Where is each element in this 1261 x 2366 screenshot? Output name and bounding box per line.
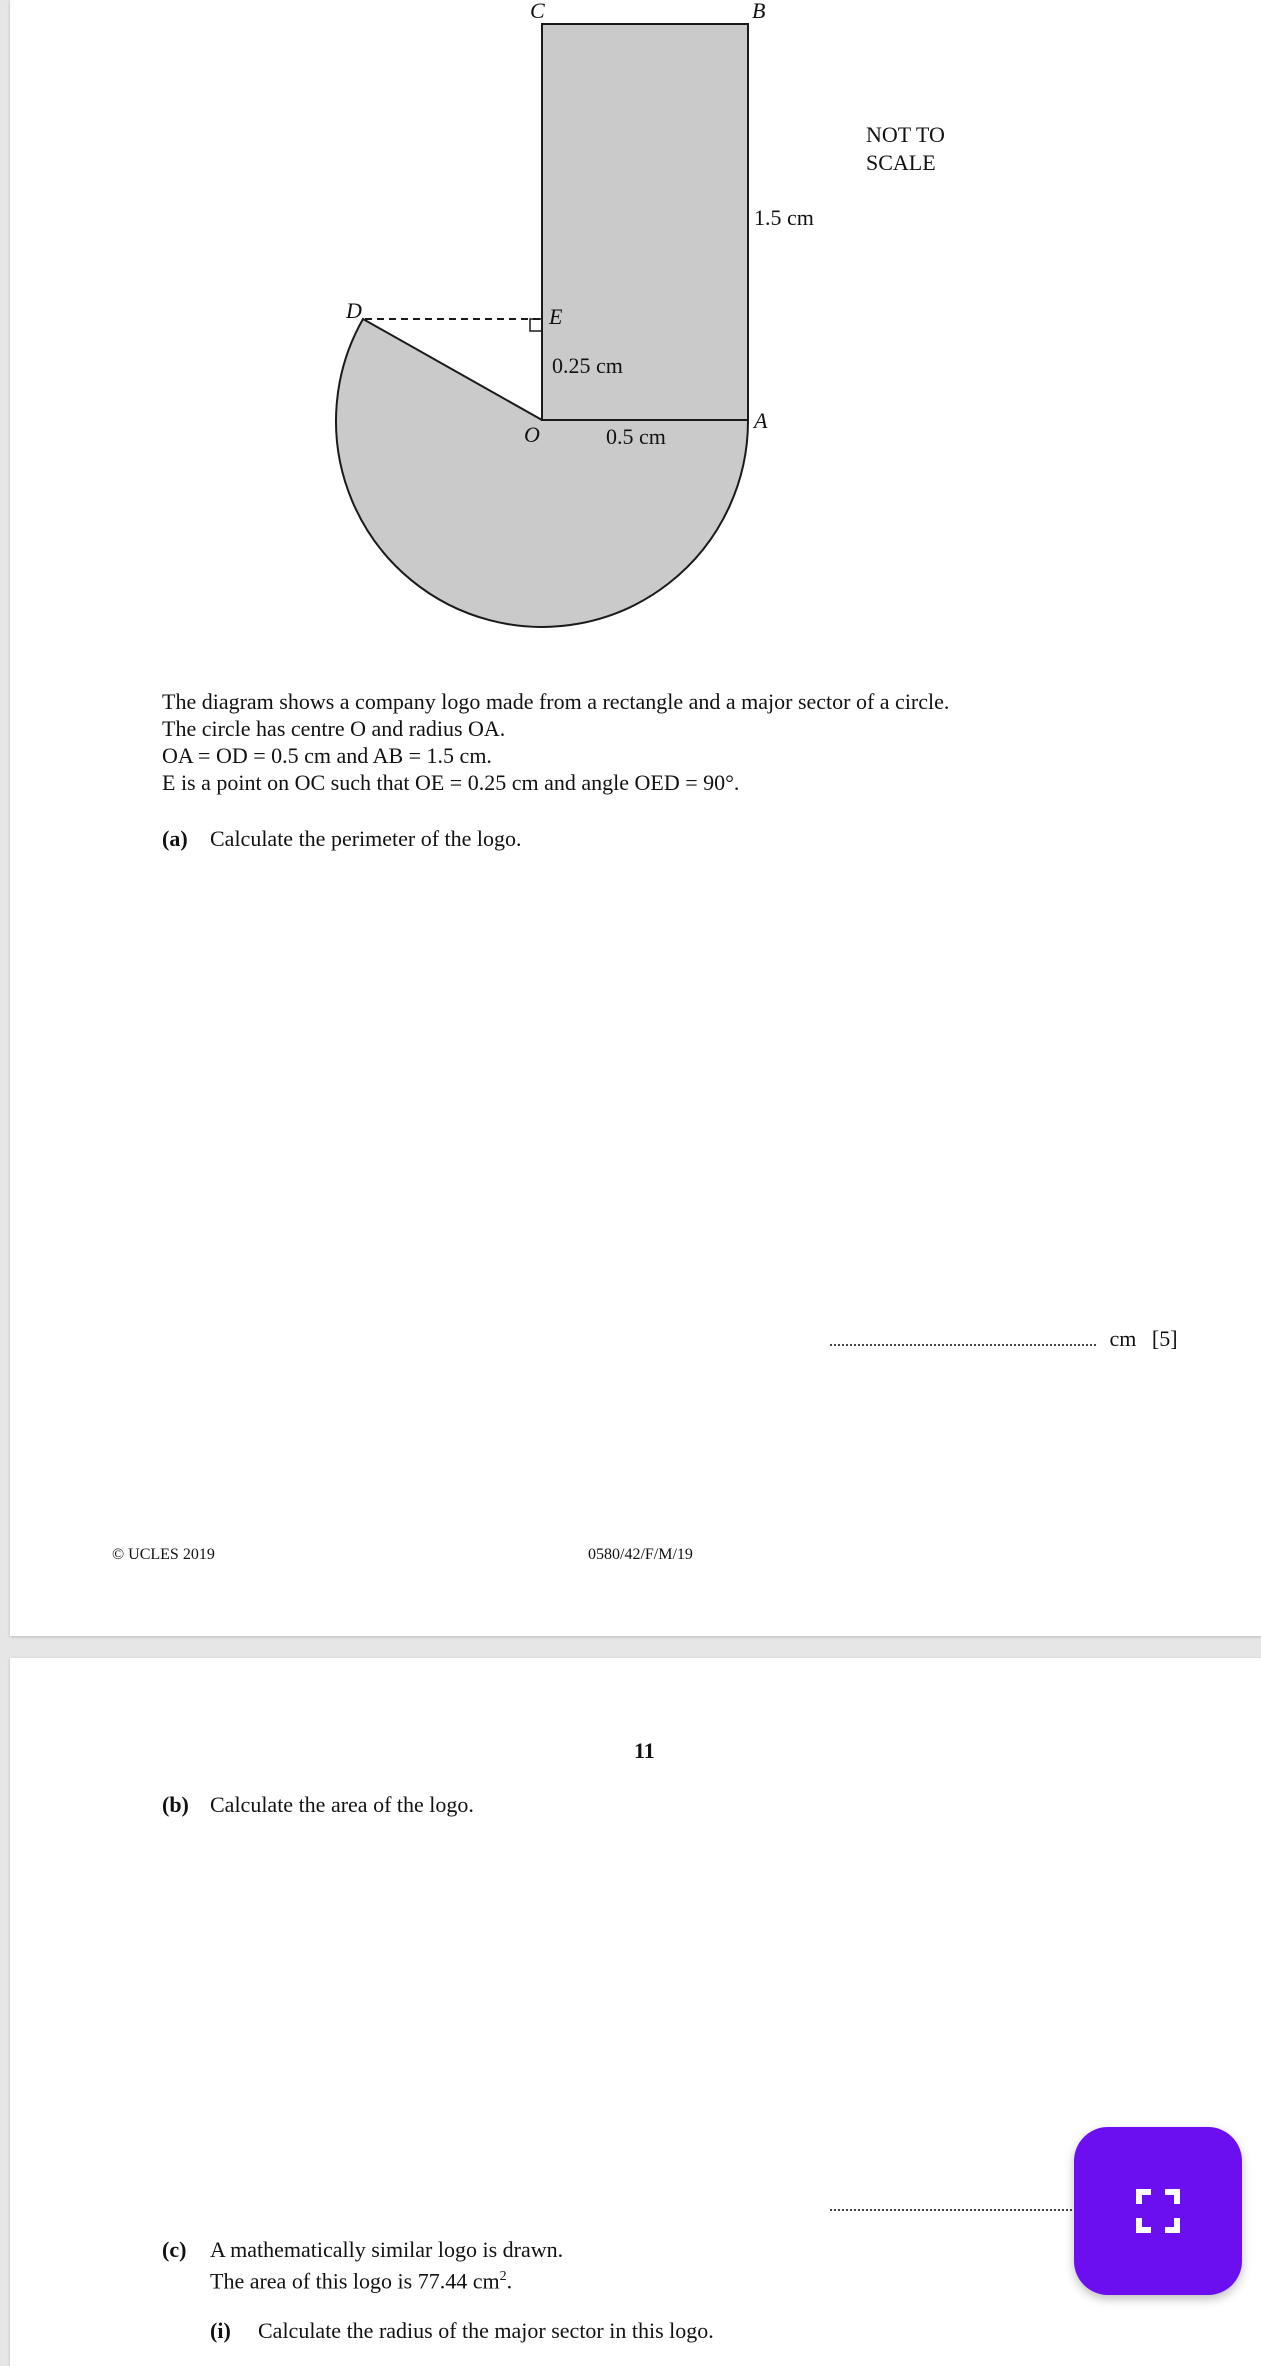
page-number: 11 [634,1738,655,1763]
intro-line-1: The diagram shows a company logo made from a rectangle and a major sector of a circle. [162,689,950,714]
question-b-text: Calculate the area of the logo. [210,1792,474,1817]
question-b-label: (b) [162,1792,189,1817]
intro-line-3: OA = OD = 0.5 cm and AB = 1.5 cm. [162,743,492,768]
expand-icon [1135,2188,1181,2234]
dimension-ab: 1.5 cm [754,205,814,230]
label-a: A [754,408,768,433]
question-c-line2: The area of this logo is 77.44 cm [210,2268,500,2294]
right-angle-marker [530,319,542,331]
label-d: D [346,298,362,323]
question-b [162,1792,474,1818]
exam-page-1 [10,0,1261,1636]
not-to-scale-line2: SCALE [866,150,936,175]
dimension-oe: 0.25 cm [552,353,623,378]
label-e: E [549,304,563,329]
answer-line-a[interactable] [830,1326,1178,1352]
question-c-label: (c) [162,2237,187,2262]
question-a-label: (a) [162,826,188,851]
question-c-i [210,2318,714,2344]
logo-diagram [10,0,1261,640]
label-b: B [752,0,766,23]
not-to-scale-line1: NOT TO [866,122,945,147]
question-a [162,826,522,852]
intro-line-2: The circle has centre O and radius OA. [162,716,506,741]
question-a-text: Calculate the perimeter of the logo. [210,826,522,851]
intro-line-4: E is a point on OC such that OE = 0.25 cm and angle OED = 90°. [162,770,740,795]
question-c-sup: 2 [499,2269,507,2284]
question-c-line2-end: . [506,2268,513,2294]
question-c-i-label: (i) [210,2318,231,2343]
label-o: O [524,422,540,447]
question-c [162,2236,563,2294]
answer-dots-a[interactable] [830,1343,1096,1346]
footer-code: 0580/42/F/M/19 [588,1546,693,1563]
question-c-line1: A mathematically similar logo is drawn. [210,2237,564,2262]
answer-dots-b[interactable] [830,2208,1080,2211]
answer-line-b[interactable] [830,2198,1080,2216]
answer-unit-a: cm [1109,1326,1137,1351]
intro-paragraph [162,688,949,796]
label-c: C [530,0,545,23]
question-c-i-text: Calculate the radius of the major sector in this logo. [258,2318,714,2343]
fullscreen-button[interactable] [1074,2127,1242,2295]
footer-copyright: © UCLES 2019 [112,1546,215,1563]
marks-a: [5] [1151,1326,1178,1351]
dimension-oa: 0.5 cm [606,424,666,449]
